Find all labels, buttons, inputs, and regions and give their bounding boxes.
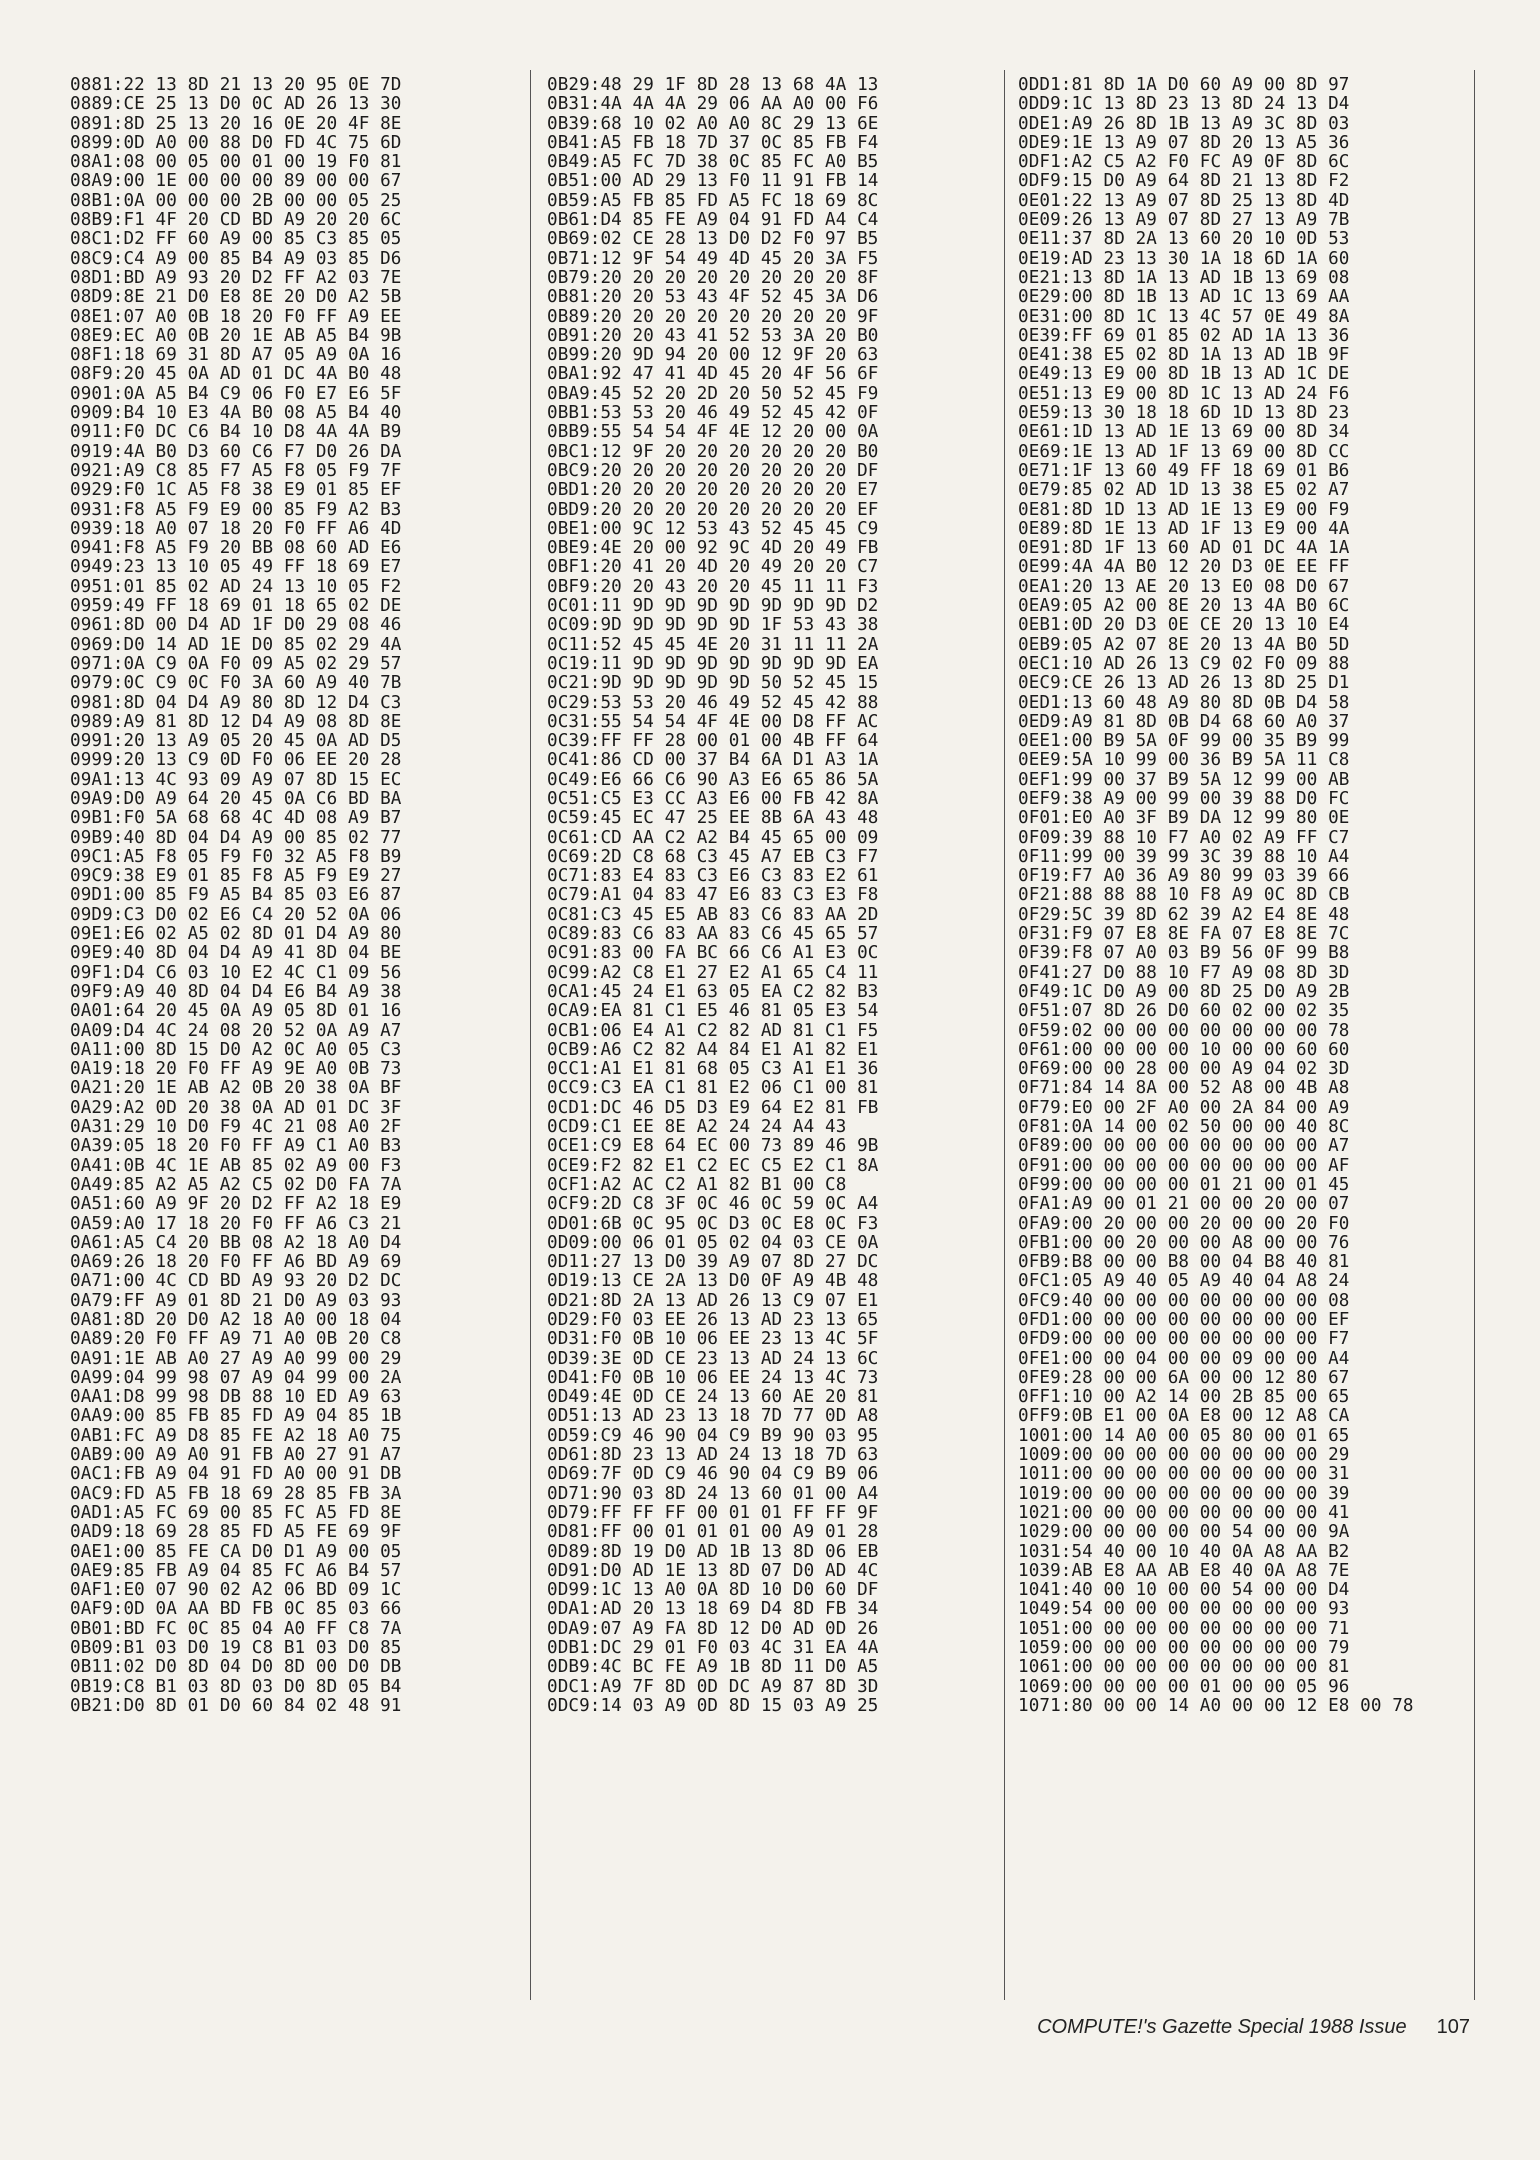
- listing-line: 1049:54 00 00 00 00 00 00 00 93: [1018, 1599, 1350, 1620]
- listing-line: 0A91:1E AB A0 27 A9 A0 99 00 29: [70, 1348, 402, 1369]
- listing-line: 09E9:40 8D 04 D4 A9 41 8D 04 BE: [70, 943, 402, 964]
- listing-line: 0A31:29 10 D0 F9 4C 21 08 A0 2F: [70, 1117, 402, 1138]
- listing-line: 0E61:1D 13 AD 1E 13 69 00 8D 34: [1018, 422, 1350, 443]
- listing-line: 0F09:39 88 10 F7 A0 02 A9 FF C7: [1018, 827, 1350, 848]
- listing-line: 0FE1:00 00 04 00 00 09 00 00 A4: [1018, 1348, 1350, 1369]
- listing-line: 0A89:20 F0 FF A9 71 A0 0B 20 C8: [70, 1329, 402, 1350]
- page-footer: [1037, 2016, 1470, 2039]
- listing-line: 0DF9:15 D0 A9 64 8D 21 13 8D F2: [1018, 171, 1350, 192]
- listing-line: 0B61:D4 85 FE A9 04 91 FD A4 C4: [547, 210, 879, 231]
- listing-line: 0CA1:45 24 E1 63 05 EA C2 82 B3: [547, 981, 879, 1002]
- listing-line: 0BE1:00 9C 12 53 43 52 45 45 C9: [547, 518, 879, 539]
- listing-line: 0E49:13 E9 00 8D 1B 13 AD 1C DE: [1018, 364, 1350, 385]
- listing-line: 0BF9:20 20 43 20 20 45 11 11 F3: [547, 576, 879, 597]
- listing-line: 0B29:48 29 1F 8D 28 13 68 4A 13: [547, 75, 879, 95]
- listing-line: 08D1:BD A9 93 20 D2 FF A2 03 7E: [70, 267, 402, 288]
- listing-column-2: [547, 76, 999, 1716]
- listing-line: 0A71:00 4C CD BD A9 93 20 D2 DC: [70, 1271, 402, 1292]
- listing-line: 0A19:18 20 F0 FF A9 9E A0 0B 73: [70, 1059, 402, 1080]
- publication-title: COMPUTE!'s Gazette Special 1988 Issue: [1037, 2016, 1407, 2038]
- listing-line: 0C79:A1 04 83 47 E6 83 C3 E3 F8: [547, 885, 879, 906]
- listing-line: 0C31:55 54 54 4F 4E 00 D8 FF AC: [547, 711, 879, 732]
- listing-line: 0F31:F9 07 E8 8E FA 07 E8 8E 7C: [1018, 924, 1350, 945]
- listing-line: 0EB1:0D 20 D3 0E CE 20 13 10 E4: [1018, 615, 1350, 636]
- listing-line: 0961:8D 00 D4 AD 1F D0 29 08 46: [70, 615, 402, 636]
- listing-line: 0CE9:F2 82 E1 C2 EC C5 E2 C1 8A: [547, 1155, 879, 1176]
- listing-line: 0DD1:81 8D 1A D0 60 A9 00 8D 97: [1018, 75, 1350, 95]
- listing-line: 0C89:83 C6 83 AA 83 C6 45 65 57: [547, 924, 879, 945]
- listing-line: 0B89:20 20 20 20 20 20 20 20 9F: [547, 306, 879, 327]
- listing-line: 0901:0A A5 B4 C9 06 F0 E7 E6 5F: [70, 383, 402, 404]
- listing-line: 0D31:F0 0B 10 06 EE 23 13 4C 5F: [547, 1329, 879, 1350]
- listing-line: 0FD1:00 00 00 00 00 00 00 00 EF: [1018, 1310, 1350, 1330]
- listing-line: 0F99:00 00 00 00 01 21 00 01 45: [1018, 1174, 1350, 1195]
- listing-line: 0B01:BD FC 0C 85 04 A0 FF C8 7A: [70, 1618, 402, 1639]
- listing-line: 0EF9:38 A9 00 99 00 39 88 D0 FC: [1018, 788, 1350, 809]
- listing-line: 0AD1:A5 FC 69 00 85 FC A5 FD 8E: [70, 1502, 402, 1523]
- listing-line: 1001:00 14 A0 00 05 80 00 01 65: [1018, 1425, 1350, 1446]
- listing-line: 0B81:20 20 53 43 4F 52 45 3A D6: [547, 287, 879, 308]
- listing-line: 0B19:C8 B1 03 8D 03 D0 8D 05 B4: [70, 1676, 402, 1697]
- listing-line: 1011:00 00 00 00 00 00 00 00 31: [1018, 1464, 1350, 1485]
- listing-line: 0E11:37 8D 2A 13 60 20 10 0D 53: [1018, 229, 1350, 250]
- listing-line: 0D71:90 03 8D 24 13 60 01 00 A4: [547, 1483, 879, 1504]
- listing-line: 0F39:F8 07 A0 03 B9 56 0F 99 B8: [1018, 943, 1350, 964]
- listing-line: 0D51:13 AD 23 13 18 7D 77 0D A8: [547, 1406, 879, 1427]
- listing-line: 0C51:C5 E3 CC A3 E6 00 FB 42 8A: [547, 788, 879, 809]
- listing-line: 0921:A9 C8 85 F7 A5 F8 05 F9 7F: [70, 460, 402, 481]
- listing-line: 0F01:E0 A0 3F B9 DA 12 99 80 0E: [1018, 808, 1350, 829]
- listing-line: 09A1:13 4C 93 09 A9 07 8D 15 EC: [70, 769, 402, 790]
- listing-line: 0A69:26 18 20 F0 FF A6 BD A9 69: [70, 1252, 402, 1273]
- listing-line: 08F1:18 69 31 8D A7 05 A9 0A 16: [70, 345, 402, 366]
- listing-line: 0B41:A5 FB 18 7D 37 0C 85 FB F4: [547, 132, 879, 153]
- listing-line: 0E31:00 8D 1C 13 4C 57 0E 49 8A: [1018, 306, 1350, 327]
- listing-line: 0E81:8D 1D 13 AD 1E 13 E9 00 F9: [1018, 499, 1350, 520]
- listing-line: 08C9:C4 A9 00 85 B4 A9 03 85 D6: [70, 248, 402, 269]
- listing-line: 0CA9:EA 81 C1 E5 46 81 05 E3 54: [547, 1001, 879, 1022]
- listing-line: 0AA1:D8 99 98 DB 88 10 ED A9 63: [70, 1387, 402, 1408]
- listing-line: 0A59:A0 17 18 20 F0 FF A6 C3 21: [70, 1213, 402, 1234]
- listing-line: 0D29:F0 03 EE 26 13 AD 23 13 65: [547, 1310, 879, 1330]
- listing-line: 0A61:A5 C4 20 BB 08 A2 18 A0 D4: [70, 1232, 402, 1253]
- listing-line: 0D21:8D 2A 13 AD 26 13 C9 07 E1: [547, 1290, 879, 1311]
- listing-line: 0E59:13 30 18 18 6D 1D 13 8D 23: [1018, 403, 1350, 424]
- listing-line: 0AF1:E0 07 90 02 A2 06 BD 09 1C: [70, 1580, 402, 1601]
- listing-line: 0E41:38 E5 02 8D 1A 13 AD 1B 9F: [1018, 345, 1350, 366]
- listing-line: 0B69:02 CE 28 13 D0 D2 F0 97 B5: [547, 229, 879, 250]
- listing-line: 0E29:00 8D 1B 13 AD 1C 13 69 AA: [1018, 287, 1350, 308]
- listing-line: 0FD9:00 00 00 00 00 00 00 00 F7: [1018, 1329, 1350, 1350]
- listing-line: 0AA9:00 85 FB 85 FD A9 04 85 1B: [70, 1406, 402, 1427]
- listing-line: 0FE9:28 00 00 6A 00 00 12 80 67: [1018, 1367, 1350, 1388]
- listing-line: 0A49:85 A2 A5 A2 C5 02 D0 FA 7A: [70, 1174, 402, 1195]
- listing-line: 0959:49 FF 18 69 01 18 65 02 DE: [70, 596, 402, 617]
- column-rule: [1004, 70, 1005, 2000]
- listing-line: 0ED1:13 60 48 A9 80 8D 0B D4 58: [1018, 692, 1350, 713]
- listing-line: 0F41:27 D0 88 10 F7 A9 08 8D 3D: [1018, 962, 1350, 983]
- listing-line: 0B31:4A 4A 4A 29 06 AA A0 00 F6: [547, 94, 879, 115]
- listing-line: 08E1:07 A0 0B 18 20 F0 FF A9 EE: [70, 306, 402, 327]
- listing-line: 0881:22 13 8D 21 13 20 95 0E 7D: [70, 75, 402, 95]
- listing-line: 0891:8D 25 13 20 16 0E 20 4F 8E: [70, 113, 402, 134]
- listing-line: 0D79:FF FF FF 00 01 01 FF FF 9F: [547, 1502, 879, 1523]
- listing-line: 08B9:F1 4F 20 CD BD A9 20 20 6C: [70, 210, 402, 231]
- listing-line: 0D81:FF 00 01 01 01 00 A9 01 28: [547, 1522, 879, 1543]
- listing-line: 0919:4A B0 D3 60 C6 F7 D0 26 DA: [70, 441, 402, 462]
- listing-line: 1021:00 00 00 00 00 00 00 00 41: [1018, 1502, 1350, 1523]
- listing-line: 0C61:CD AA C2 A2 B4 45 65 00 09: [547, 827, 879, 848]
- listing-column-1: [70, 76, 510, 1716]
- listing-line: 0C99:A2 C8 E1 27 E2 A1 65 C4 11: [547, 962, 879, 983]
- listing-line: 0B71:12 9F 54 49 4D 45 20 3A F5: [547, 248, 879, 269]
- listing-line: 0FC9:40 00 00 00 00 00 00 00 08: [1018, 1290, 1350, 1311]
- listing-line: 0AE9:85 FB A9 04 85 FC A6 B4 57: [70, 1560, 402, 1581]
- listing-line: 0899:0D A0 00 88 D0 FD 4C 75 6D: [70, 132, 402, 153]
- listing-line: 0A09:D4 4C 24 08 20 52 0A A9 A7: [70, 1020, 402, 1041]
- listing-line: 0BB1:53 53 20 46 49 52 45 42 0F: [547, 403, 879, 424]
- listing-line: 1041:40 00 10 00 00 54 00 00 D4: [1018, 1580, 1350, 1601]
- listing-line: 0DF1:A2 C5 A2 F0 FC A9 0F 8D 6C: [1018, 152, 1350, 173]
- listing-line: 0EE1:00 B9 5A 0F 99 00 35 B9 99: [1018, 731, 1350, 752]
- listing-line: 0939:18 A0 07 18 20 F0 FF A6 4D: [70, 518, 402, 539]
- listing-line: 0E69:1E 13 AD 1F 13 69 00 8D CC: [1018, 441, 1350, 462]
- listing-line: 0DC9:14 03 A9 0D 8D 15 03 A9 25: [547, 1695, 879, 1716]
- listing-line: 0C09:9D 9D 9D 9D 9D 1F 53 43 38: [547, 615, 879, 636]
- listing-line: 0E01:22 13 A9 07 8D 25 13 8D 4D: [1018, 190, 1350, 211]
- listing-line: 09F1:D4 C6 03 10 E2 4C C1 09 56: [70, 962, 402, 983]
- listing-line: 0A41:0B 4C 1E AB 85 02 A9 00 F3: [70, 1155, 402, 1176]
- listing-line: 0B21:D0 8D 01 D0 60 84 02 48 91: [70, 1695, 402, 1716]
- listing-line: 0E39:FF 69 01 85 02 AD 1A 13 36: [1018, 325, 1350, 346]
- listing-line: 0C21:9D 9D 9D 9D 9D 50 52 45 15: [547, 673, 879, 694]
- listing-line: 1071:80 00 00 14 A0 00 00 12 E8 00 78: [1018, 1695, 1414, 1716]
- listing-line: 0931:F8 A5 F9 E9 00 85 F9 A2 B3: [70, 499, 402, 520]
- listing-line: 0F21:88 88 88 10 F8 A9 0C 8D CB: [1018, 885, 1350, 906]
- listing-line: 0C19:11 9D 9D 9D 9D 9D 9D 9D EA: [547, 653, 879, 674]
- listing-line: 0B09:B1 03 D0 19 C8 B1 03 D0 85: [70, 1638, 402, 1659]
- listing-line: 0CD9:C1 EE 8E A2 24 24 A4 43: [547, 1117, 847, 1138]
- listing-line: 0A99:04 99 98 07 A9 04 99 00 2A: [70, 1367, 402, 1388]
- listing-line: 0A81:8D 20 D0 A2 18 A0 00 18 04: [70, 1310, 402, 1330]
- listing-line: 0F89:00 00 00 00 00 00 00 00 A7: [1018, 1136, 1350, 1157]
- listing-line: 0909:B4 10 E3 4A B0 08 A5 B4 40: [70, 403, 402, 424]
- listing-line: 0A51:60 A9 9F 20 D2 FF A2 18 E9: [70, 1194, 402, 1215]
- listing-line: 0AB1:FC A9 D8 85 FE A2 18 A0 75: [70, 1425, 402, 1446]
- listing-line: 0D39:3E 0D CE 23 13 AD 24 13 6C: [547, 1348, 879, 1369]
- listing-line: 0AE1:00 85 FE CA D0 D1 A9 00 05: [70, 1541, 402, 1562]
- listing-line: 0C01:11 9D 9D 9D 9D 9D 9D 9D D2: [547, 596, 879, 617]
- listing-line: 0CF9:2D C8 3F 0C 46 0C 59 0C A4: [547, 1194, 879, 1215]
- listing-line: 0E51:13 E9 00 8D 1C 13 AD 24 F6: [1018, 383, 1350, 404]
- listing-line: 0FA9:00 20 00 00 20 00 00 20 F0: [1018, 1213, 1350, 1234]
- listing-line: 08A9:00 1E 00 00 00 89 00 00 67: [70, 171, 402, 192]
- listing-line: 0E71:1F 13 60 49 FF 18 69 01 B6: [1018, 460, 1350, 481]
- listing-line: 0DA9:07 A9 FA 8D 12 D0 AD 0D 26: [547, 1618, 879, 1639]
- listing-line: 0DE1:A9 26 8D 1B 13 A9 3C 8D 03: [1018, 113, 1350, 134]
- listing-line: 0A21:20 1E AB A2 0B 20 38 0A BF: [70, 1078, 402, 1099]
- listing-line: 1031:54 40 00 10 40 0A A8 AA B2: [1018, 1541, 1350, 1562]
- listing-line: 1029:00 00 00 00 00 54 00 00 9A: [1018, 1522, 1350, 1543]
- listing-line: 0991:20 13 A9 05 20 45 0A AD D5: [70, 731, 402, 752]
- listing-line: 1009:00 00 00 00 00 00 00 00 29: [1018, 1445, 1350, 1466]
- listing-line: 0B49:A5 FC 7D 38 0C 85 FC A0 B5: [547, 152, 879, 173]
- listing-line: 0D11:27 13 D0 39 A9 07 8D 27 DC: [547, 1252, 879, 1273]
- listing-line: 0BB9:55 54 54 4F 4E 12 20 00 0A: [547, 422, 879, 443]
- listing-line: 0C59:45 EC 47 25 EE 8B 6A 43 48: [547, 808, 879, 829]
- listing-line: 0D09:00 06 01 05 02 04 03 CE 0A: [547, 1232, 879, 1253]
- listing-line: 0DD9:1C 13 8D 23 13 8D 24 13 D4: [1018, 94, 1350, 115]
- listing-line: 0CC9:C3 EA C1 81 E2 06 C1 00 81: [547, 1078, 879, 1099]
- listing-line: 0889:CE 25 13 D0 0C AD 26 13 30: [70, 94, 402, 115]
- listing-line: 0FC1:05 A9 40 05 A9 40 04 A8 24: [1018, 1271, 1350, 1292]
- listing-line: 0B91:20 20 43 41 52 53 3A 20 B0: [547, 325, 879, 346]
- listing-line: 0D91:D0 AD 1E 13 8D 07 D0 AD 4C: [547, 1560, 879, 1581]
- listing-line: 0E89:8D 1E 13 AD 1F 13 E9 00 4A: [1018, 518, 1350, 539]
- listing-line: 0951:01 85 02 AD 24 13 10 05 F2: [70, 576, 402, 597]
- listing-line: 0999:20 13 C9 0D F0 06 EE 20 28: [70, 750, 402, 771]
- listing-line: 08E9:EC A0 0B 20 1E AB A5 B4 9B: [70, 325, 402, 346]
- listing-line: 0DC1:A9 7F 8D 0D DC A9 87 8D 3D: [547, 1676, 879, 1697]
- listing-line: 0F61:00 00 00 00 10 00 00 60 60: [1018, 1039, 1350, 1060]
- listing-line: 0FB9:B8 00 00 B8 00 04 B8 40 81: [1018, 1252, 1350, 1273]
- listing-line: 0F59:02 00 00 00 00 00 00 00 78: [1018, 1020, 1350, 1041]
- listing-line: 0AC1:FB A9 04 91 FD A0 00 91 DB: [70, 1464, 402, 1485]
- listing-line: 0F91:00 00 00 00 00 00 00 00 AF: [1018, 1155, 1350, 1176]
- listing-line: 09A9:D0 A9 64 20 45 0A C6 BD BA: [70, 788, 402, 809]
- listing-line: 0A79:FF A9 01 8D 21 D0 A9 03 93: [70, 1290, 402, 1311]
- listing-line: 0B59:A5 FB 85 FD A5 FC 18 69 8C: [547, 190, 879, 211]
- listing-line: 0CB1:06 E4 A1 C2 82 AD 81 C1 F5: [547, 1020, 879, 1041]
- listing-line: 0A11:00 8D 15 D0 A2 0C A0 05 C3: [70, 1039, 402, 1060]
- listing-line: 0FA1:A9 00 01 21 00 00 20 00 07: [1018, 1194, 1350, 1215]
- listing-line: 0E21:13 8D 1A 13 AD 1B 13 69 08: [1018, 267, 1350, 288]
- listing-line: 0F79:E0 00 2F A0 00 2A 84 00 A9: [1018, 1097, 1350, 1118]
- listing-line: 0E99:4A 4A B0 12 20 D3 0E EE FF: [1018, 557, 1350, 578]
- listing-line: 0BD9:20 20 20 20 20 20 20 20 EF: [547, 499, 879, 520]
- listing-line: 08D9:8E 21 D0 E8 8E 20 D0 A2 5B: [70, 287, 402, 308]
- listing-line: 09B9:40 8D 04 D4 A9 00 85 02 77: [70, 827, 402, 848]
- listing-line: 0C69:2D C8 68 C3 45 A7 EB C3 F7: [547, 846, 879, 867]
- listing-line: 0981:8D 04 D4 A9 80 8D 12 D4 C3: [70, 692, 402, 713]
- listing-line: 0EA1:20 13 AE 20 13 E0 08 D0 67: [1018, 576, 1350, 597]
- listing-line: 0E09:26 13 A9 07 8D 27 13 A9 7B: [1018, 210, 1350, 231]
- listing-line: 0B11:02 D0 8D 04 D0 8D 00 D0 DB: [70, 1657, 402, 1678]
- listing-line: 0DE9:1E 13 A9 07 8D 20 13 A5 36: [1018, 132, 1350, 153]
- listing-line: 0A29:A2 0D 20 38 0A AD 01 DC 3F: [70, 1097, 402, 1118]
- page-number: 107: [1436, 2016, 1470, 2038]
- listing-line: 0C11:52 45 45 4E 20 31 11 11 2A: [547, 634, 879, 655]
- listing-line: 0BC9:20 20 20 20 20 20 20 20 DF: [547, 460, 879, 481]
- listing-line: 0C71:83 E4 83 C3 E6 C3 83 E2 61: [547, 866, 879, 887]
- listing-line: 0EA9:05 A2 00 8E 20 13 4A B0 6C: [1018, 596, 1350, 617]
- listing-line: 0B39:68 10 02 A0 A0 8C 29 13 6E: [547, 113, 879, 134]
- listing-line: 0DB9:4C BC FE A9 1B 8D 11 D0 A5: [547, 1657, 879, 1678]
- listing-line: 0FB1:00 00 20 00 00 A8 00 00 76: [1018, 1232, 1350, 1253]
- listing-line: 0FF1:10 00 A2 14 00 2B 85 00 65: [1018, 1387, 1350, 1408]
- listing-line: 0B79:20 20 20 20 20 20 20 20 8F: [547, 267, 879, 288]
- listing-line: 0CB9:A6 C2 82 A4 84 E1 A1 82 E1: [547, 1039, 879, 1060]
- listing-line: 1069:00 00 00 00 01 00 00 05 96: [1018, 1676, 1350, 1697]
- column-rule: [530, 70, 531, 2000]
- listing-line: 0F29:5C 39 8D 62 39 A2 E4 8E 48: [1018, 904, 1350, 925]
- listing-line: 0C81:C3 45 E5 AB 83 C6 83 AA 2D: [547, 904, 879, 925]
- listing-line: 0B51:00 AD 29 13 F0 11 91 FB 14: [547, 171, 879, 192]
- listing-line: 0949:23 13 10 05 49 FF 18 69 E7: [70, 557, 402, 578]
- listing-line: 09F9:A9 40 8D 04 D4 E6 B4 A9 38: [70, 981, 402, 1002]
- listing-line: 0CE1:C9 E8 64 EC 00 73 89 46 9B: [547, 1136, 879, 1157]
- listing-column-3: [1018, 76, 1470, 1716]
- listing-line: 09D1:00 85 F9 A5 B4 85 03 E6 87: [70, 885, 402, 906]
- listing-line: 09B1:F0 5A 68 68 4C 4D 08 A9 B7: [70, 808, 402, 829]
- listing-line: 0E79:85 02 AD 1D 13 38 E5 02 A7: [1018, 480, 1350, 501]
- listing-line: 0F69:00 00 28 00 00 A9 04 02 3D: [1018, 1059, 1350, 1080]
- listing-line: 0F19:F7 A0 36 A9 80 99 03 39 66: [1018, 866, 1350, 887]
- listing-line: 0D89:8D 19 D0 AD 1B 13 8D 06 EB: [547, 1541, 879, 1562]
- listing-line: 0B99:20 9D 94 20 00 12 9F 20 63: [547, 345, 879, 366]
- listing-line: 0F51:07 8D 26 D0 60 02 00 02 35: [1018, 1001, 1350, 1022]
- listing-line: 0979:0C C9 0C F0 3A 60 A9 40 7B: [70, 673, 402, 694]
- listing-line: 0BC1:12 9F 20 20 20 20 20 20 B0: [547, 441, 879, 462]
- listing-line: 0989:A9 81 8D 12 D4 A9 08 8D 8E: [70, 711, 402, 732]
- listing-line: 0D41:F0 0B 10 06 EE 24 13 4C 73: [547, 1367, 879, 1388]
- listing-line: 0EB9:05 A2 07 8E 20 13 4A B0 5D: [1018, 634, 1350, 655]
- listing-line: 0F49:1C D0 A9 00 8D 25 D0 A9 2B: [1018, 981, 1350, 1002]
- listing-line: 0BA1:92 47 41 4D 45 20 4F 56 6F: [547, 364, 879, 385]
- listing-line: 0D69:7F 0D C9 46 90 04 C9 B9 06: [547, 1464, 879, 1485]
- listing-line: 0C29:53 53 20 46 49 52 45 42 88: [547, 692, 879, 713]
- column-rule: [1474, 70, 1475, 2000]
- listing-line: 0EC9:CE 26 13 AD 26 13 8D 25 D1: [1018, 673, 1350, 694]
- listing-line: 08C1:D2 FF 60 A9 00 85 C3 85 05: [70, 229, 402, 250]
- listing-line: 0F81:0A 14 00 02 50 00 00 40 8C: [1018, 1117, 1350, 1138]
- listing-line: 1019:00 00 00 00 00 00 00 00 39: [1018, 1483, 1350, 1504]
- listing-line: 1051:00 00 00 00 00 00 00 00 71: [1018, 1618, 1350, 1639]
- listing-line: 0BA9:45 52 20 2D 20 50 52 45 F9: [547, 383, 879, 404]
- listing-line: 0AF9:0D 0A AA BD FB 0C 85 03 66: [70, 1599, 402, 1620]
- listing-line: 08A1:08 00 05 00 01 00 19 F0 81: [70, 152, 402, 173]
- listing-line: 0911:F0 DC C6 B4 10 D8 4A 4A B9: [70, 422, 402, 443]
- listing-line: 0D49:4E 0D CE 24 13 60 AE 20 81: [547, 1387, 879, 1408]
- listing-line: 0969:D0 14 AD 1E D0 85 02 29 4A: [70, 634, 402, 655]
- listing-line: 0A39:05 18 20 F0 FF A9 C1 A0 B3: [70, 1136, 402, 1157]
- listing-line: 0FF9:0B E1 00 0A E8 00 12 A8 CA: [1018, 1406, 1350, 1427]
- listing-line: 0941:F8 A5 F9 20 BB 08 60 AD E6: [70, 538, 402, 559]
- listing-line: 0BF1:20 41 20 4D 20 49 20 20 C7: [547, 557, 879, 578]
- listing-line: 0D61:8D 23 13 AD 24 13 18 7D 63: [547, 1445, 879, 1466]
- listing-line: 08B1:0A 00 00 00 2B 00 00 05 25: [70, 190, 402, 211]
- listing-line: 0EE9:5A 10 99 00 36 B9 5A 11 C8: [1018, 750, 1350, 771]
- listing-line: 0A01:64 20 45 0A A9 05 8D 01 16: [70, 1001, 402, 1022]
- listing-line: 0929:F0 1C A5 F8 38 E9 01 85 EF: [70, 480, 402, 501]
- listing-line: 0971:0A C9 0A F0 09 A5 02 29 57: [70, 653, 402, 674]
- listing-line: 1061:00 00 00 00 00 00 00 00 81: [1018, 1657, 1350, 1678]
- listing-line: 0ED9:A9 81 8D 0B D4 68 60 A0 37: [1018, 711, 1350, 732]
- listing-line: 0AC9:FD A5 FB 18 69 28 85 FB 3A: [70, 1483, 402, 1504]
- listing-line: 0C49:E6 66 C6 90 A3 E6 65 86 5A: [547, 769, 879, 790]
- listing-line: 08F9:20 45 0A AD 01 DC 4A B0 48: [70, 364, 402, 385]
- listing-line: 0DB1:DC 29 01 F0 03 4C 31 EA 4A: [547, 1638, 879, 1659]
- listing-line: 0D99:1C 13 A0 0A 8D 10 D0 60 DF: [547, 1580, 879, 1601]
- listing-line: 0CF1:A2 AC C2 A1 82 B1 00 C8: [547, 1174, 847, 1195]
- listing-line: 0CC1:A1 E1 81 68 05 C3 A1 E1 36: [547, 1059, 879, 1080]
- listing-line: 0C41:86 CD 00 37 B4 6A D1 A3 1A: [547, 750, 879, 771]
- listing-line: 0BE9:4E 20 00 92 9C 4D 20 49 FB: [547, 538, 879, 559]
- listing-line: 0AB9:00 A9 A0 91 FB A0 27 91 A7: [70, 1445, 402, 1466]
- listing-line: 0DA1:AD 20 13 18 69 D4 8D FB 34: [547, 1599, 879, 1620]
- listing-line: 0E19:AD 23 13 30 1A 18 6D 1A 60: [1018, 248, 1350, 269]
- listing-line: 1039:AB E8 AA AB E8 40 0A A8 7E: [1018, 1560, 1350, 1581]
- listing-line: 0D19:13 CE 2A 13 D0 0F A9 4B 48: [547, 1271, 879, 1292]
- listing-line: 09E1:E6 02 A5 02 8D 01 D4 A9 80: [70, 924, 402, 945]
- listing-line: 09C1:A5 F8 05 F9 F0 32 A5 F8 B9: [70, 846, 402, 867]
- listing-line: 0CD1:DC 46 D5 D3 E9 64 E2 81 FB: [547, 1097, 879, 1118]
- listing-line: 0D01:6B 0C 95 0C D3 0C E8 0C F3: [547, 1213, 879, 1234]
- listing-line: 0F11:99 00 39 99 3C 39 88 10 A4: [1018, 846, 1350, 867]
- listing-line: 0EC1:10 AD 26 13 C9 02 F0 09 88: [1018, 653, 1350, 674]
- listing-line: 0E91:8D 1F 13 60 AD 01 DC 4A 1A: [1018, 538, 1350, 559]
- listing-line: 0EF1:99 00 37 B9 5A 12 99 00 AB: [1018, 769, 1350, 790]
- listing-line: 0C91:83 00 FA BC 66 C6 A1 E3 0C: [547, 943, 879, 964]
- listing-line: 0D59:C9 46 90 04 C9 B9 90 03 95: [547, 1425, 879, 1446]
- listing-line: 09D9:C3 D0 02 E6 C4 20 52 0A 06: [70, 904, 402, 925]
- listing-line: 09C9:38 E9 01 85 F8 A5 F9 E9 27: [70, 866, 402, 887]
- listing-line: 0F71:84 14 8A 00 52 A8 00 4B A8: [1018, 1078, 1350, 1099]
- listing-line: 1059:00 00 00 00 00 00 00 00 79: [1018, 1638, 1350, 1659]
- listing-line: 0C39:FF FF 28 00 01 00 4B FF 64: [547, 731, 879, 752]
- listing-line: 0AD9:18 69 28 85 FD A5 FE 69 9F: [70, 1522, 402, 1543]
- listing-line: 0BD1:20 20 20 20 20 20 20 20 E7: [547, 480, 879, 501]
